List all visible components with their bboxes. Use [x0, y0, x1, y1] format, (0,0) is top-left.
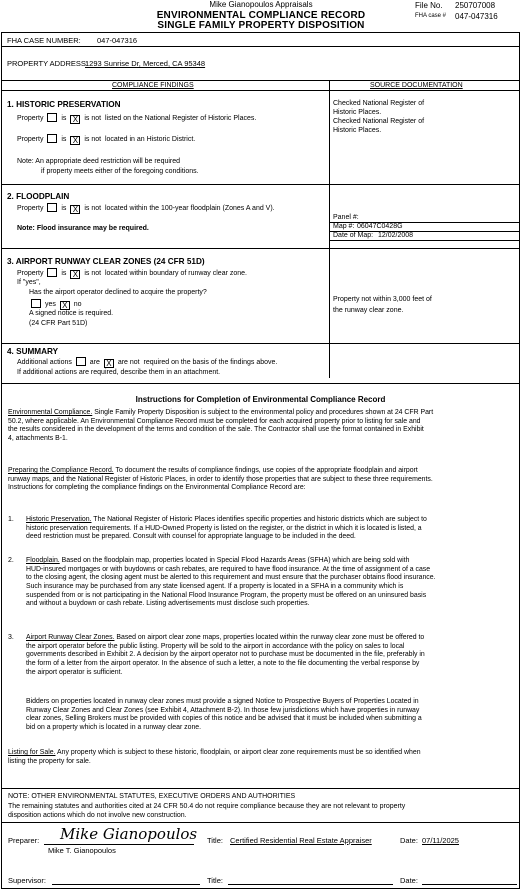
airport-yes-no: yes X no	[29, 299, 82, 310]
map-date-label: Date of Map:	[333, 232, 374, 239]
source-header: SOURCE DOCUMENTATION	[370, 82, 463, 89]
airport-ifyes: If "yes",	[17, 279, 41, 286]
supervisor-title-label: Title:	[207, 876, 223, 885]
instr-floodplain: Floodplain. Based on the floodplain map, properties located in Special Flood Hazards Areas (SFHA) which are being sold with HUD-insured mortgages or with buydowns or cash rebates, are required to have flood insurance. At the time of assignment of a case to the closing agent, the closing agent must be alerted to this requirement and must ensure that the purchaser obtains flood insurance. Such insurance may be purchased from any state licensed agent. If a property is located in a SFHA in a community which is suspended from or is not participating in the National Flood Insurance Program, the property must be offered on an uninsured basis and without a buydown or cash rebate. Listing advertisements must disclose such properties.	[26, 557, 436, 608]
floodplain-is-checkbox[interactable]	[47, 203, 57, 212]
panel-label: Panel #:	[333, 214, 359, 221]
historic-note-1: Note: An appropriate deed restriction will be required	[17, 158, 181, 165]
historic-note-2: if property meets either of the foregoing conditions.	[41, 168, 199, 175]
address-value: 1293 Sunrise Dr, Merced, CA 95348	[85, 59, 206, 68]
historic-district-isnot-checkbox[interactable]: X	[70, 136, 80, 145]
airport-no-checkbox[interactable]: X	[60, 301, 70, 310]
historic-line-2: Property is X is not located in an Historic District.	[17, 136, 196, 145]
supervisor-label: Supervisor:	[8, 876, 46, 885]
form-header	[0, 0, 522, 30]
map-label: Map #:	[333, 223, 355, 230]
airport-isnot-checkbox[interactable]: X	[70, 270, 80, 279]
case-number-label: FHA CASE NUMBER:	[7, 36, 81, 45]
case-number-row	[2, 33, 519, 47]
note-line-1: NOTE: OTHER ENVIRONMENTAL STATUTES, EXECUTIVE ORDERS AND AUTHORITIES	[8, 793, 296, 800]
summary-line-2: If additional actions are required, describe them in an attachment.	[17, 369, 221, 376]
map-value: 06047C0428G	[357, 223, 403, 230]
note-line-2: The remaining statutes and authorities cited at 24 CFR 50.4 do not require compliance because they are not relevant to property	[8, 803, 406, 810]
column-header-row	[2, 81, 519, 91]
instr-airport: Airport Runway Clear Zones. Based on airport clear zone maps, properties located within the runway clear zone must be offered to the airport operator before the public listing. Property will be sold to the airport in accordance with the policy on sales to local governments described in Exhibit 2. A decision by the airport operator not to purchase must be documented in the file, preferably in the form of a letter from the airport operator. In the absence of such a letter, a note to the file documenting the verbal response by the airport operator is sufficient.	[26, 634, 425, 676]
summary-arenot-checkbox[interactable]: X	[104, 359, 114, 368]
preparer-name: Mike T. Gianopoulos	[48, 846, 116, 855]
airport-source-1: Property not within 3,000 feet of	[333, 296, 432, 303]
airport-is-checkbox[interactable]	[47, 268, 57, 277]
instr-bidders: Bidders on properties located in runway clear zones must provide a signed Notice to Prospective Buyers of Properties Located in Runway Clear Zones and Clear Zones (see Exhibit 4, Attachment B-2). In those few jurisdictions which have properties in runway clear zones, Selling Brokers must be provided with copies of this notice and be advised that it must be included when submitting a bid on a property which is located in a runway clear zone.	[26, 698, 422, 731]
instr-number-3: 3.	[8, 634, 14, 641]
historic-district-is-checkbox[interactable]	[47, 134, 57, 143]
airport-line: Property is X is not located within boundary of runway clear zone.	[17, 270, 247, 279]
instr-number-1: 1.	[8, 516, 14, 523]
airport-source-2: the runway clear zone.	[333, 307, 404, 314]
historic-listed-isnot-checkbox[interactable]: X	[70, 115, 80, 124]
instr-preparing: Preparing the Compliance Record. To document the results of compliance findings, use copies of the appropriate floodplain and airport runway maps, and the National Register of Historic Places, in order to identify those properties that are subject to these three requirements. Instructions for completing the compliance findings on the Environmental Compliance Record are:	[8, 467, 433, 492]
map-date-value: 12/02/2008	[378, 232, 414, 239]
instr-historic: Historic Preservation. The National Register of Historic Places identifies specific properties and historic districts which are subject to historic preservation requirements. If a HUD-Owned Property is listed on the register, or the district in which it is located is listed, a deed restriction must be prepared. Consult with counsel for appropriate language to be included in the deed.	[26, 516, 427, 541]
fha-case-label: FHA case #	[415, 13, 447, 19]
findings-header: COMPLIANCE FINDINGS	[112, 82, 194, 89]
historic-title: 1. HISTORIC PRESERVATION	[7, 100, 121, 109]
preparer-date-label: Date:	[400, 836, 418, 845]
preparer-title-label: Title:	[207, 836, 223, 845]
instructions-title: Instructions for Completion of Environmental Compliance Record	[135, 395, 386, 404]
preparer-label: Preparer:	[8, 836, 40, 845]
airport-yes-checkbox[interactable]	[31, 299, 41, 308]
airport-signed-1: A signed notice is required.	[29, 310, 114, 317]
note-section	[2, 789, 519, 823]
floodplain-isnot-checkbox[interactable]: X	[70, 205, 80, 214]
company-name: Mike Gianopoulos Appraisals	[209, 0, 313, 9]
supervisor-title-line[interactable]	[228, 884, 393, 885]
historic-source-4: Historic Places.	[333, 127, 382, 134]
preparer-signature-line	[44, 844, 194, 845]
airport-question: Has the airport operator declined to acquire the property?	[29, 289, 207, 296]
floodplain-section	[2, 185, 519, 249]
form-frame	[1, 32, 520, 889]
airport-title: 3. AIRPORT RUNWAY CLEAR ZONES (24 CFR 51D)	[7, 257, 205, 266]
supervisor-date-label: Date:	[400, 876, 418, 885]
form-subtitle: SINGLE FAMILY PROPERTY DISPOSITION	[157, 20, 365, 31]
fha-case-value: 047-047316	[455, 12, 498, 21]
floodplain-title: 2. FLOODPLAIN	[7, 192, 70, 201]
floodplain-line: Property is X is not located within the 100-year floodplain (Zones A and V).	[17, 205, 275, 214]
historic-source-3: Checked National Register of	[333, 118, 425, 125]
instructions-section	[2, 384, 519, 789]
address-row	[2, 47, 519, 81]
signature-section	[2, 823, 519, 888]
summary-title: 4. SUMMARY	[7, 347, 59, 356]
supervisor-signature-line[interactable]	[52, 884, 200, 885]
summary-section	[2, 344, 519, 384]
floodplain-note: Note: Flood insurance may be required.	[17, 225, 149, 232]
airport-signed-2: (24 CFR Part 51D)	[29, 320, 88, 327]
instr-listing: Listing for Sale. Any property which is subject to these historic, floodplain, or airport clear zone requirements must be so identified when listing the property for sale.	[8, 749, 421, 765]
summary-line: Additional actions are X are not required on the basis of the findings above.	[17, 359, 278, 368]
summary-are-checkbox[interactable]	[76, 357, 86, 366]
preparer-signature[interactable]: Mike Gianopoulos	[60, 825, 198, 843]
airport-section	[2, 249, 519, 344]
address-label: PROPERTY ADDRESS:	[7, 59, 88, 68]
supervisor-date-line[interactable]	[422, 884, 517, 885]
case-number-value: 047-047316	[97, 36, 138, 45]
file-no-label: File No.	[415, 1, 443, 10]
historic-source-2: Historic Places.	[333, 109, 382, 116]
historic-section	[2, 91, 519, 185]
historic-source-1: Checked National Register of	[333, 100, 425, 107]
historic-line-1: Property is X is not listed on the National Register of Historic Places.	[17, 115, 257, 124]
note-line-3: disposition actions which do not involve new construction.	[8, 812, 187, 819]
form-title: ENVIRONMENTAL COMPLIANCE RECORD	[156, 10, 366, 21]
instr-env-compliance: Environmental Compliance. Single Family Property Disposition is subject to the environmental policy and procedures shown at 24 CFR Part 50.2, where applicable. An Environmental Compliance Record must be completed for each acquired property prior to listing for sale and the results considered in the development of the terms and condition of the sale. The Contractor shall use the format contained in Exhibit 4, attachments B-1.	[8, 409, 434, 442]
file-no-value: 250707008	[455, 1, 496, 10]
preparer-date-value[interactable]: 07/11/2025	[422, 836, 459, 845]
preparer-title-value[interactable]: Certified Residential Real Estate Appraiser	[230, 836, 372, 845]
instr-number-2: 2.	[8, 557, 14, 564]
historic-listed-is-checkbox[interactable]	[47, 113, 57, 122]
